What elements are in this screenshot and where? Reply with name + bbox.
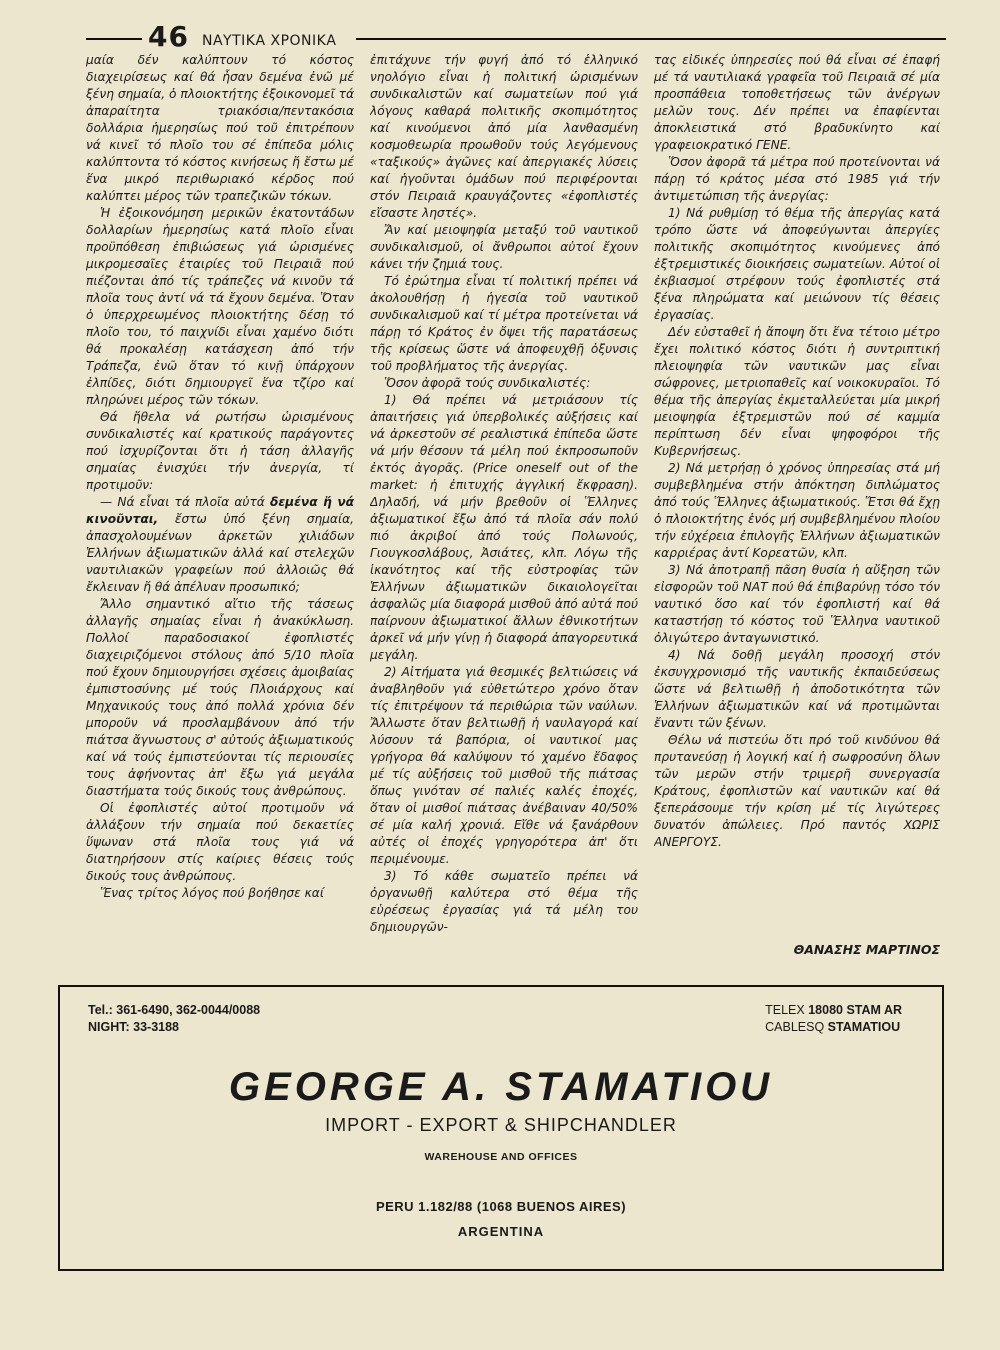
paragraph: Τό ἐρώτημα εἶναι τί πολιτική πρέπει νά ἀκολουθήσῃ ἡ ἡγεσία τοῦ ναυτικοῦ συνδικαλισμοῦ καί τί μέτρα προτείνεται νά πάρῃ τό Κράτος ἐν ὄψει τῆς παρατάσεως τῆς κρίσεως ὥστε νά ἀποφευχθῇ ὀξυνσις τοῦ προβλήματος τῆς ἀνεργίας.	[370, 274, 638, 373]
page-number: 46	[148, 20, 189, 53]
author-signature: ΘΑΝΑΣΗΣ ΜΑΡΤΙΝΟΣ	[793, 942, 940, 957]
paragraph: Ἡ ἐξοικονόμηση μερικῶν ἑκατοντάδων δολλαρίων ἡμερησίως κατά πλοῖο εἶναι προϋπόθεση ἐπιβιώσεως γιά ὡρισμένες μικρομεσαῖες ἑταιρίες τοῦ Πειραιᾶ πού πιέζονται ἀπό τίς τράπεζες νά κινοῦν τά πλοῖα τους ἀντί νά τά ἔχουν δεμένα. Ὅταν ὁ ὑπερχρεωμένος πλοιοκτήτης δέσῃ τό πλοῖο του, τό παιχνίδι εἶναι χαμένο διότι θά προκαλέσῃ κατάσχεση ἀπό τήν Τράπεζα, ἐνῶ ὅταν τό κινῇ ὑπάρχουν ἐλπίδες, διότι δημιουργεῖ ἕνα τζίρο καί πληρώνει μέρος τῶν τόκων.	[86, 206, 354, 407]
paragraph: τας εἰδικές ὑπηρεσίες πού θά εἶναι σέ ἐπαφή μέ τά ναυτιλιακά γραφεῖα τοῦ Πειραιᾶ σέ μία προσπάθεια τοποθετήσεως τῶν ἀνέργων μελῶν τους. Δέν πρέπει να ἐπαφίενται ἀποκλειστικά στό βραδυκίνητο καί γραφειοκρατικό ΓΕΝΕ.	[654, 53, 940, 152]
paragraph: Ὅσον ἀφορᾶ τά μέτρα πού προτείνονται νά πάρῃ τό κράτος μέσα στό 1985 γιά τήν ἀντιμετώπιση τῆς ἀνεργίας:	[654, 155, 940, 203]
paragraph-emphasis: δεμένα ἤ νά κινοῦνται,	[86, 495, 354, 526]
ad-country: ARGENTINA	[457, 1224, 545, 1239]
ad-night-phone: NIGHT: 33-3188	[88, 1020, 180, 1034]
ad-telex-line	[765, 1002, 902, 1019]
ad-telephone: Tel.: 361-6490, 362-0044/0088	[88, 1003, 261, 1017]
paragraph: Θέλω νά πιστεύω ὅτι πρό τοῦ κινδύνου θά πρυτανεύσῃ ἡ λογική καί ἡ σωφροσύνη ὅλων τῶν μερῶν στήν τριμερῆ συνεργασία Κράτους, ἐφοπλιστῶν καί ναυτικῶν καί θά ξεπεράσουμε τήν κρίση μέ τίς λιγώτερες δυνατόν ἀπώλειες. Πρό παντός ΧΩΡΙΣ ΑΝΕΡΓΟΥΣ.	[654, 733, 940, 849]
ad-cable-value: STAMATIOU	[827, 1020, 901, 1034]
ad-phone-block	[88, 1002, 260, 1036]
paragraph: μαία δέν καλύπτουν τό κόστος διαχειρίσεως καί θά ἦσαν δεμένα ἐνῶ μέ ξένη σημαία, ὁ πλοιοκτήτης ἐξοικονομεῖ τά ἀπαραίτητα τριακόσια/πεντακόσια δολλάρια ἡμερησίως πού τοῦ ἐπιτρέπουν νά κινεῖ τό πλοῖο του σέ ἐπίπεδα μόλις καλύπτοντα τό κόστος κινήσεως ἤ ἔστω μέ ἕνα μικρό περιθωριακό κέρδος πού καλύπτει μέρος τῶν τραπεζικῶν τόκων.	[86, 53, 354, 203]
paragraph: Ὅσον ἀφορᾶ τούς συνδικαλιστές:	[384, 376, 591, 390]
magazine-title: ΝΑΥΤΙΚΑ ΧΡΟΝΙΚΑ	[202, 33, 337, 49]
paragraph: Δέν εὐσταθεῖ ἡ ἄποψη ὅτι ἕνα τέτοιο μέτρο ἔχει πολιτικό κόστος διότι ἡ συντριπτική πλειοψηφία τῶν ναυτικῶν μας εἶναι σώφρονες, μετριοπαθεῖς καί νοικοκυραῖοι. Τό θέμα τῆς ἀπεργίας ἐκμεταλλεύεται μία μικρή μειοψηφία ἐξτρεμιστῶν πού σέ καμμία περίπτωση δέν εἶναι ψηφοφόροι τῆς Κυβερνήσεως.	[654, 325, 940, 458]
paragraph: 4) Νά δοθῇ μεγάλη προσοχή στόν ἐκσυγχρονισμό τῆς ναυτικῆς ἐκπαιδεύσεως ὥστε νά βελτιωθῇ ἡ ἀποδοτικότητα τῶν Ἑλλήνων ἀξιωματικῶν καί νά προτιμῶνται ἔναντι τῶν ξένων.	[654, 648, 940, 730]
paragraph: 3) Τό κάθε σωματεῖο πρέπει νά ὀργανωθῇ καλύτερα στό θέμα τῆς εὑρέσεως ἐργασίας γιά τά μέλη του δημιουργῶν-	[370, 869, 638, 934]
paragraph-text: — Νά εἶναι τά πλοῖα αὐτά	[100, 495, 270, 509]
ad-telex-label: TELEX	[765, 1003, 805, 1017]
paragraph-text: ἔστω ὑπό ξένη σημαία, ἀπασχολουμένων ἀρκετῶν χιλιάδων Ἑλλήνων ἀξιωματικῶν ἀλλά καί στελεχῶν ναυτιλιακῶν γραφείων πού ἀλλοιῶς θά ἔκλειναν ἤ θά ἀπέλυαν προσωπικό;	[86, 512, 354, 594]
paragraph: Οἱ ἐφοπλιστές αὐτοί προτιμοῦν νά ἀλλάξουν τήν σημαία πού δεκαετίες ὕψωναν στά πλοῖα τους γιά νά διατηρήσουν στίς καίριες θέσεις τούς δικούς τους ἀνθρώπους.	[86, 801, 354, 883]
paragraph: Ἕνας τρίτος λόγος πού βοήθησε καί	[100, 886, 324, 900]
ad-address: PERU 1.182/88 (1068 BUENOS AIRES)	[375, 1199, 627, 1214]
ad-cable-label: CABLESQ	[765, 1020, 825, 1034]
paragraph	[86, 494, 354, 596]
ad-company-name: GEORGE A. STAMATIOU	[228, 1065, 774, 1109]
article-column-1	[86, 52, 354, 952]
paragraph: 2) Νά μετρήσῃ ὁ χρόνος ὑπηρεσίας στά μή συμβεβλημένα στήν ἀπόκτηση διπλώματος ἀπό τούς Ἕλληνες ἀξιωματικούς. Ἔτσι θά ἔχῃ ὁ πλοιοκτήτης ἑνός μή συμβεβλημένου πλοίου τήν εὐχέρεια ἐπιλογῆς Ἑλλήνων ἀξιωματικῶν καρριέρας ἀντί Κορεατῶν, κλπ.	[654, 461, 940, 560]
paragraph: 1) Νά ρυθμίσῃ τό θέμα τῆς ἀπεργίας κατά τρόπο ὥστε νά ἀποφεύγωνται ἀπεργίες πολιτικῆς σκοπιμότητος κινούμενες ἀπό ἐξτρεμιστικές διοικήσεις σωματείων. Αὐτοί οἱ ἐκβιασμοί στρέφουν τούς ἐφοπλιστές στά ξένα πληρώματα καί μειώνουν τίς θέσεις ἐργασίας.	[654, 206, 940, 322]
article-column-3	[654, 52, 940, 952]
ad-cable-line	[765, 1019, 902, 1036]
advertisement-box	[58, 985, 944, 1271]
paragraph: Θά ἤθελα νά ρωτήσω ὡρισμένους συνδικαλιστές καί κρατικούς παράγοντες πού ἰσχυρίζονται ὅτι ἡ τάση ἀλλαγῆς σημαίας ἐνισχύει τήν ἀνεργία, τί προτιμοῦν:	[86, 410, 354, 492]
article-column-2	[370, 52, 638, 952]
ad-telex-block	[765, 1002, 902, 1036]
paragraph: 1) Θά πρέπει νά μετριάσουν τίς ἀπαιτήσεις γιά ὑπερβολικές αὐξήσεις καί νά ἀρκεστοῦν σέ ρεαλιστικά ἐπίπεδα ὥστε νά μήν θέσουν τά μέλη πού ἐκπροσωποῦν ἐκτός ἀγορᾶς. (Price oneself out of the market: ἡ ἐπιτυχής ἀγγλική ἔκφραση). Δηλαδή, νά μήν βρεθοῦν οἱ Ἕλληνες ἀξιωματικοί ἔξω ἀπό τά πλοῖα σάν πολύ πιό ἀκριβοί ἀπό τούς Πολωνούς, Γιουγκοσλάβους, Ἀσιάτες, κλπ. Λόγω τῆς ἱκανότητος καί τῆς εὐστροφίας τῶν Ἑλλήνων ἀξιωματικῶν δικαιολογεῖται ἀσφαλῶς μία διαφορά μισθοῦ ἀπό αὐτά πού παίρνουν ἀξιωματικοί ἄλλων ἐθνικοτήτων ἀρκεῖ νά μήν γίνῃ ἡ διαφορά ἀπαγορευτικά μεγάλη.	[370, 393, 638, 662]
ad-warehouse-line: WAREHOUSE AND OFFICES	[424, 1151, 578, 1163]
paragraph: 3) Νά ἀποτραπῇ πᾶση θυσία ἡ αὔξηση τῶν εἰσφορῶν τοῦ ΝΑΤ πού θά ἐπιβαρύνῃ τόσο τόν ναυτικό ὅσο καί τόν ἐφοπλιστή καί θά καταστήσῃ τό κόστος τοῦ Ἕλληνα ναυτικοῦ ὀλιγώτερο ἀνταγωνιστικό.	[654, 563, 940, 645]
paragraph: ἐπιτάχυνε τήν φυγή ἀπό τό ἑλληνικό νηολόγιο εἶναι ἡ πολιτική ὡρισμένων συνδικαλιστῶν καί σωματείων πού γιά λόγους καθαρά πολιτικῆς σκοπιμότητος καί κινούμενοι ἀπό μία λανθασμένη κοσμοθεωρία προωθοῦν τούς λεγόμενους «ταξικούς» ἀγῶνες καί ἀπεργιακές λύσεις καί ἡγοῦνται ὁμάδων πού περιφέρονται στόν Πειραιᾶ κραυγάζοντες «ἐφοπλιστές εἴσαστε ληστές».	[370, 53, 638, 220]
paragraph: Ἄν καί μειοψηφία μεταξύ τοῦ ναυτικοῦ συνδικαλισμοῦ, οἱ ἄνθρωποι αὐτοί ἔχουν κάνει τήν ζημιά τους.	[370, 223, 638, 271]
paragraph: Ἄλλο σημαντικό αἴτιο τῆς τάσεως ἀλλαγῆς σημαίας εἶναι ἡ ἀνακύκλωση. Πολλοί παραδοσιακοί ἐφοπλιστές διαχειριζόμενοι στόλους ἀπό 5/10 πλοῖα πού ἔχουν δημιουργήσει σχέσεις ἀμοιβαίας ἐμπιστοσύνης μέ τούς Πλοιάρχους καί Μηχανικούς τους ἀπό πολλά χρόνια δέν μποροῦν νά προσλαμβάνουν ἀπό τήν πιάτσα ἄγνωστους σ' αὐτούς ἀξιωματικούς καί νά τούς ἐμπιστεύονται τίς περιουσίες τους ἀφήνοντας ἀπ' ἔξω γιά μεγάλα διαστήματα τούς δικούς τους ἀνθρώπους.	[86, 597, 354, 798]
header-rule-right	[356, 38, 946, 40]
header-rule-left	[86, 38, 142, 40]
ad-business-type: IMPORT - EXPORT & SHIPCHANDLER	[325, 1115, 677, 1135]
ad-telex-value: 18080 STAM AR	[808, 1003, 902, 1017]
paragraph: 2) Αἰτήματα γιά θεσμικές βελτιώσεις νά ἀναβληθοῦν γιά εὐθετώτερο χρόνο ὅταν τίς ἐπιτρέψουν τά περιθώρια τῶν ναύλων. Ἄλλωστε ὅταν βελτιωθῇ ἡ ναυλαγορά καί λύσουν τά βαπόρια, οἱ ναυτικοί μας γρήγορα θά καλύψουν τό χαμένο ἔδαφος μέ τίς αὐξήσεις τοῦ μισθοῦ τῆς πιάτσας ὅπως γινόταν σέ παλιές καλές ἐποχές, ὅταν οἱ μισθοί πιάτσας ἀνέβαιναν 40/50% σέ μία καλή χρονιά. Εἴθε νά ξανάρθουν αὐτές οἱ ἐποχές γρηγορότερα ἀπ' ὅτι περιμένουμε.	[370, 665, 638, 866]
